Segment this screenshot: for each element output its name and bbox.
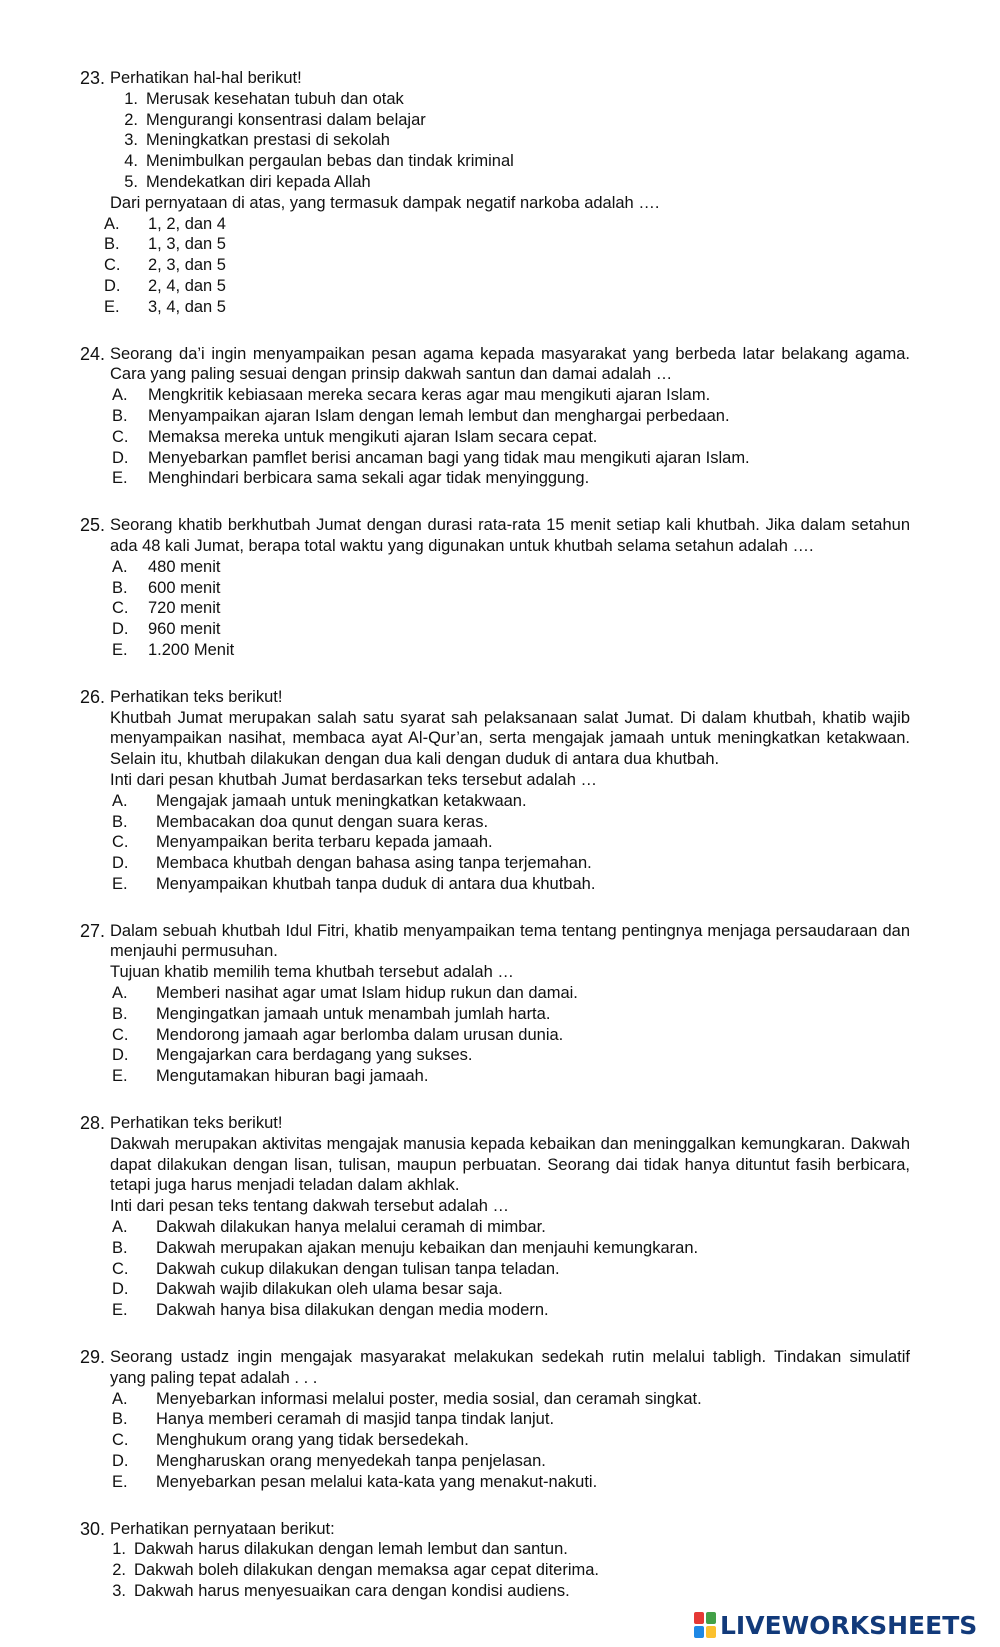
answer-option-d[interactable]: D. Membaca khutbah dengan bahasa asing tanpa terjemahan.: [112, 854, 592, 873]
worksheet-page: [0, 68, 1000, 1602]
answer-option-a[interactable]: A. 480 menit: [112, 557, 221, 576]
list-item: 2. Dakwah boleh dilakukan dengan memaksa agar cepat diterima.: [112, 1561, 600, 1580]
question-26: [80, 687, 910, 895]
answer-option-a[interactable]: A. Menyebarkan informasi melalui poster, media sosial, dan ceramah singkat.: [112, 1389, 702, 1408]
liveworksheets-logo-icon: [694, 1612, 716, 1638]
logo-square: [694, 1626, 704, 1638]
list-item: 3. Dakwah harus menyesuaikan cara dengan kondisi audiens.: [112, 1582, 570, 1600]
answer-option-c[interactable]: C. Memaksa mereka untuk mengikuti ajaran Islam secara cepat.: [112, 427, 598, 446]
answer-option-e[interactable]: E. 1.200 Menit: [112, 640, 235, 659]
question-stem: Perhatikan teks berikut!: [110, 1114, 283, 1133]
answer-option-e[interactable]: E. Menyebarkan pesan melalui kata-kata yang menakut-nakuti.: [112, 1472, 598, 1491]
question-stem: Perhatikan teks berikut!: [110, 687, 283, 706]
answer-option-c[interactable]: C. 720 menit: [112, 599, 221, 618]
list-item: 1. Merusak kesehatan tubuh dan otak: [124, 89, 404, 108]
answer-option-b[interactable]: B. 1, 3, dan 5: [104, 235, 226, 254]
answer-option-d[interactable]: D. Menyebarkan pamflet berisi ancaman bagi yang tidak mau mengikuti ajaran Islam.: [112, 448, 750, 467]
logo-square: [706, 1626, 716, 1638]
answer-option-e[interactable]: E. Menghindari berbicara sama sekali agar tidak menyinggung.: [112, 469, 590, 488]
list-item: 4. Menimbulkan pergaulan bebas dan tindak kriminal: [124, 152, 514, 171]
list-item: 3. Meningkatkan prestasi di sekolah: [124, 131, 390, 150]
question-stem: Perhatikan hal-hal berikut!: [110, 69, 302, 87]
answer-option-b[interactable]: B. Hanya memberi ceramah di masjid tanpa tindak lanjut.: [112, 1410, 555, 1429]
logo-square: [706, 1612, 716, 1624]
question-stem: Seorang ustadz ingin mengajak masyarakat melakukan sedekah rutin melalui tabligh. Tindakan simulatif yang paling tepat adalah . . .: [110, 1348, 910, 1387]
answer-option-b[interactable]: B. Membacakan doa qunut dengan suara keras.: [112, 812, 489, 831]
answer-option-a[interactable]: A. 1, 2, dan 4: [104, 214, 226, 233]
answer-option-b[interactable]: B. 600 menit: [112, 578, 221, 597]
answer-option-e[interactable]: E. 3, 4, dan 5: [104, 297, 226, 316]
answer-option-e[interactable]: E. Dakwah hanya bisa dilakukan dengan media modern.: [112, 1301, 549, 1320]
answer-option-b[interactable]: B. Mengingatkan jamaah untuk menambah jumlah harta.: [112, 1004, 551, 1023]
answer-option-c[interactable]: C. Mendorong jamaah agar berlomba dalam urusan dunia.: [112, 1025, 564, 1044]
reading-passage: Khutbah Jumat merupakan salah satu syarat sah pelaksanaan salat Jumat. Di dalam khutbah, khatib wajib menyampaikan nasihat, membaca ayat Al-Qur’an, serta mengajak jamaah untuk meningkatkan ketakwaan. Selain itu, khutbah dilakukan dengan dua kali dengan duduk di antara dua khutbah.: [110, 708, 910, 769]
question-number: 29.: [80, 1347, 106, 1368]
question-prompt: Inti dari pesan teks tentang dakwah tersebut adalah …: [110, 1197, 510, 1216]
question-25: [80, 515, 910, 661]
question-30: [80, 1519, 910, 1602]
question-28: [80, 1113, 910, 1321]
question-stem: Perhatikan pernyataan berikut:: [110, 1519, 335, 1538]
answer-option-c[interactable]: C. Menghukum orang yang tidak bersedekah.: [112, 1431, 469, 1450]
question-number: 24.: [80, 343, 106, 364]
answer-option-e[interactable]: E. Menyampaikan khutbah tanpa duduk di antara dua khutbah.: [112, 874, 596, 893]
question-number: 28.: [80, 1113, 106, 1134]
list-item: 1. Dakwah harus dilakukan dengan lemah lembut dan santun.: [112, 1540, 568, 1559]
logo-text: LIVEWORKSHEETS: [720, 1610, 978, 1640]
answer-option-b[interactable]: B. Menyampaikan ajaran Islam dengan lemah lembut dan menghargai perbedaan.: [112, 406, 730, 425]
question-stem: Seorang khatib berkhutbah Jumat dengan durasi rata-rata 15 menit setiap kali khutbah. Jika dalam setahun ada 48 kali Jumat, berapa total waktu yang digunakan untuk khutbah selama setahun adalah ….: [110, 516, 910, 555]
question-prompt: Dari pernyataan di atas, yang termasuk dampak negatif narkoba adalah ….: [110, 193, 660, 212]
question-number: 25.: [80, 515, 106, 536]
question-prompt: Tujuan khatib memilih tema khutbah tersebut adalah …: [110, 963, 514, 982]
question-number: 30.: [80, 1518, 106, 1539]
answer-option-c[interactable]: C. Menyampaikan berita terbaru kepada jamaah.: [112, 833, 493, 852]
answer-option-a[interactable]: A. Mengajak jamaah untuk meningkatkan ketakwaan.: [112, 791, 527, 810]
answer-option-e[interactable]: E. Mengutamakan hiburan bagi jamaah.: [112, 1067, 429, 1086]
question-29: [80, 1347, 910, 1493]
question-number: 27.: [80, 920, 106, 941]
answer-option-c[interactable]: C. 2, 3, dan 5: [104, 256, 226, 275]
answer-option-d[interactable]: D. Dakwah wajib dilakukan oleh ulama besar saja.: [112, 1280, 503, 1299]
question-number: 23.: [80, 68, 106, 88]
answer-option-c[interactable]: C. Dakwah cukup dilakukan dengan tulisan tanpa teladan.: [112, 1259, 560, 1278]
answer-option-a[interactable]: A. Dakwah dilakukan hanya melalui ceramah di mimbar.: [112, 1218, 546, 1237]
question-24: [80, 344, 910, 490]
list-item: 2. Mengurangi konsentrasi dalam belajar: [124, 110, 426, 129]
question-stem: Dalam sebuah khutbah Idul Fitri, khatib menyampaikan tema tentang pentingnya menjaga persaudaraan dan menjauhi permusuhan.: [110, 921, 910, 961]
question-prompt: Inti dari pesan khutbah Jumat berdasarkan teks tersebut adalah …: [110, 770, 598, 789]
answer-option-b[interactable]: B. Dakwah merupakan ajakan menuju kebaikan dan menjauhi kemungkaran.: [112, 1238, 699, 1257]
logo-square: [694, 1612, 704, 1624]
answer-option-d[interactable]: D. 2, 4, dan 5: [104, 276, 226, 295]
list-item: 5. Mendekatkan diri kepada Allah: [124, 172, 371, 191]
answer-option-d[interactable]: D. Mengharuskan orang menyedekah tanpa penjelasan.: [112, 1452, 546, 1471]
question-23: [80, 68, 910, 318]
answer-option-a[interactable]: A. Mengkritik kebiasaan mereka secara keras agar mau mengikuti ajaran Islam.: [112, 386, 711, 405]
question-stem: Seorang da’i ingin menyampaikan pesan agama kepada masyarakat yang berbeda latar belakang agama. Cara yang paling sesuai dengan prinsip dakwah santun dan damai adalah …: [110, 344, 910, 384]
answer-option-d[interactable]: D. 960 menit: [112, 620, 221, 639]
question-27: [80, 921, 910, 1087]
answer-option-d[interactable]: D. Mengajarkan cara berdagang yang sukses.: [112, 1046, 473, 1065]
question-number: 26.: [80, 686, 106, 707]
liveworksheets-logo: [694, 1610, 977, 1640]
reading-passage: Dakwah merupakan aktivitas mengajak manusia kepada kebaikan dan meninggalkan kemungkaran. Dakwah dapat dilakukan dengan lisan, tulisan, maupun perbuatan. Seorang dai tidak hanya dituntut fasih berbicara, tetapi juga harus menjadi teladan dalam akhlak.: [110, 1134, 910, 1195]
answer-option-a[interactable]: A. Memberi nasihat agar umat Islam hidup rukun dan damai.: [112, 984, 578, 1003]
